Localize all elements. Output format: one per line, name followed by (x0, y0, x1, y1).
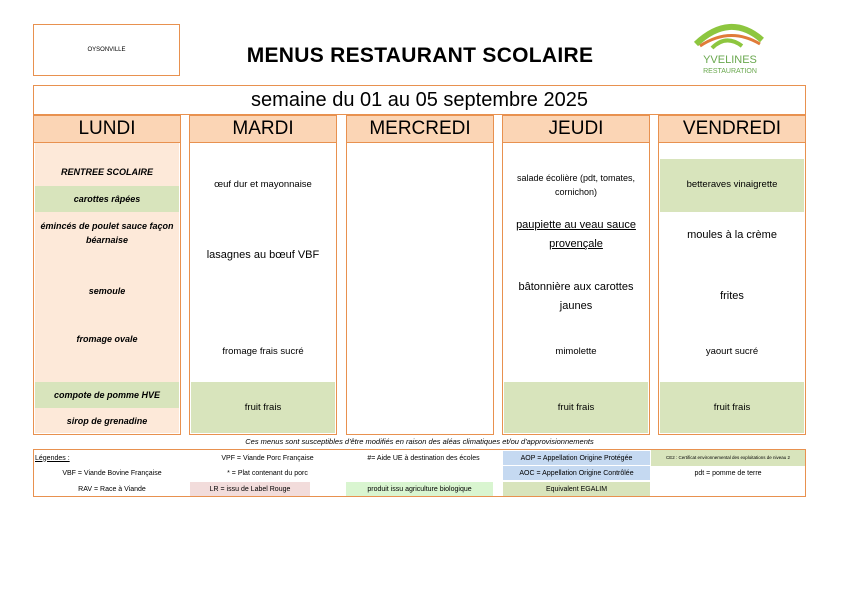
lundi-cheese: fromage ovale (76, 334, 138, 344)
day-header-lundi: LUNDI (33, 115, 181, 143)
vendredi-dessert: fruit frais (713, 402, 751, 413)
legend-pdt: pdt = pomme de terre (694, 469, 762, 477)
lundi-rentree: RENTREE SCOLAIRE (60, 167, 153, 177)
logo-text-2: RESTAURATION (703, 68, 757, 75)
vendredi-side: frites (720, 290, 744, 302)
legend-title: Légendes : (35, 454, 70, 462)
legend-aoc: AOC = Appellation Origine Contrôlée (503, 466, 650, 480)
jeudi-dessert: fruit frais (557, 402, 595, 413)
mercredi-column (346, 142, 494, 435)
lundi-drink: sirop de grenadine (66, 416, 148, 426)
lundi-side: semoule (88, 286, 126, 296)
legend-aop: AOP = Appellation Origine Protégée (503, 451, 650, 465)
vendredi-main: moules à la crème (687, 229, 777, 241)
disclaimer-note: Ces menus sont susceptibles d'être modifiés en raison des aléas climatiques et/ou d'approvisionnements (245, 437, 594, 446)
lundi-starter: carottes râpées (73, 194, 141, 204)
day-header-mardi: MARDI (189, 115, 337, 143)
legend-vpf: VPF = Viande Porc Française (221, 454, 314, 462)
legend-egalim: Equivalent EGALIM (503, 482, 650, 496)
legend-porc: * = Plat contenant du porc (227, 469, 308, 477)
lundi-dessert: compote de pomme HVE (53, 390, 161, 400)
vendredi-starter: betteraves vinaigrette (686, 179, 778, 190)
day-header-mercredi: MERCREDI (346, 115, 494, 143)
yvelines-logo (690, 16, 770, 76)
page-title: MENUS RESTAURANT SCOLAIRE (246, 44, 594, 67)
mardi-cheese: fromage frais sucré (222, 346, 304, 357)
legend-aide-ue: #= Aide UE à destination des écoles (367, 454, 480, 462)
week-banner: semaine du 01 au 05 septembre 2025 (33, 85, 806, 115)
legend-bio: produit issu agriculture biologique (346, 482, 493, 496)
jeudi-side: bâtonnière aux carottes jaunes (518, 281, 634, 312)
town-box (33, 24, 180, 76)
logo-icon (690, 16, 770, 76)
jeudi-starter: salade écolière (pdt, tomates, cornichon) (516, 173, 636, 197)
town-name: OYSONVILLE (87, 47, 126, 53)
legend-rav: RAV = Race à Viande (78, 485, 146, 493)
jeudi-cheese: mimolette (555, 346, 597, 357)
logo-text-1: YVELINES (703, 54, 757, 66)
mardi-starter: œuf dur et mayonnaise (214, 179, 312, 190)
day-header-jeudi: JEUDI (502, 115, 650, 143)
mardi-main: lasagnes au bœuf VBF (206, 249, 320, 261)
vendredi-cheese: yaourt sucré (705, 346, 759, 357)
legend-vbf: VBF = Viande Bovine Française (62, 469, 162, 477)
legend-lr: LR = issu de Label Rouge (190, 482, 310, 496)
jeudi-main: paupiette au veau sauce provençale (516, 219, 636, 250)
mardi-dessert: fruit frais (244, 402, 282, 413)
lundi-main: émincés de poulet sauce façon béarnaise (40, 221, 174, 245)
legend-hve: CE2 : Certificat environnemental des exploitations de niveau 2 (651, 450, 805, 466)
day-header-vendredi: VENDREDI (658, 115, 806, 143)
